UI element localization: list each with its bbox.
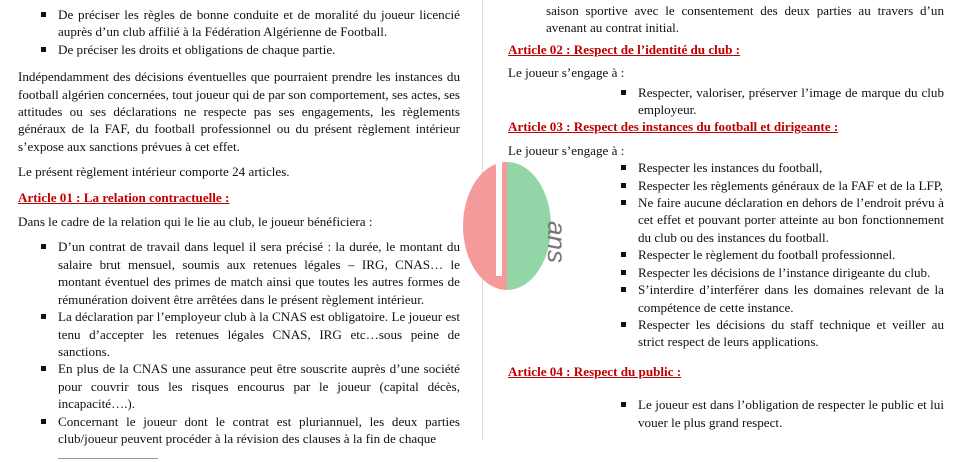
- list-item: De préciser les droits et obligations de chaque partie.: [38, 41, 460, 58]
- list-item: D’un contrat de travail dans lequel il sera précisé : la durée, le montant du salaire brut mensuel, soumis aux retenues légales – IRG, CNAS… le montant éventuel des primes de match ainsi que toutes les autres formes de rémunération doivent être arrêtées dans le présent règlement intérieur.: [38, 238, 460, 308]
- bullet-icon: [41, 47, 46, 52]
- list-item: Respecter, valoriser, préserver l’image de marque du club employeur.: [618, 84, 944, 119]
- list-item: Ne faire aucune déclaration en dehors de l’endroit prévu à cet effet et pouvant porter atteinte au bon fonctionnement du club ou des instances du football.: [618, 194, 944, 246]
- article-04-bullet-list: [618, 396, 944, 431]
- bullet-icon: [621, 252, 626, 257]
- watermark-text: ans: [542, 221, 572, 263]
- article-02-bullet-list: [618, 84, 944, 119]
- articles-count-paragraph: Le présent règlement intérieur comporte 24 articles.: [18, 164, 290, 180]
- bullet-icon: [621, 270, 626, 275]
- article-03-bullet-list: [618, 159, 944, 350]
- bullet-icon: [621, 402, 626, 407]
- left-column: [18, 0, 460, 447]
- intro-bullet-list: [38, 6, 460, 58]
- continuation-text: saison sportive avec le consentement des deux parties au travers d’un avenant au contrat initial.: [546, 3, 944, 36]
- article-03-heading: Article 03 : Respect des instances du football et dirigeante :: [508, 119, 839, 135]
- article-01-intro: Dans le cadre de la relation qui le lie au club, le joueur bénéficiera :: [18, 214, 373, 230]
- bullet-icon: [621, 322, 626, 327]
- list-item: Le joueur est dans l’obligation de respecter le public et lui vouer le plus grand respect.: [618, 396, 944, 431]
- article-04-heading: Article 04 : Respect du public :: [508, 363, 682, 379]
- article-01-heading: Article 01 : La relation contractuelle :: [18, 189, 230, 205]
- list-item: De préciser les règles de bonne conduite et de moralité du joueur licencié auprès d’un club affilié à la Fédération Algérienne de Football.: [38, 6, 460, 41]
- article-02-intro: Le joueur s’engage à :: [508, 65, 625, 81]
- bullet-icon: [41, 314, 46, 319]
- sanctions-paragraph: Indépendamment des décisions éventuelles que pourraient prendre les instances du football algérien concernées, tout joueur qui de par son comportement, ses actes, ses attitudes ou ses déclarations ne respecte pas ses engagements, les règlements généraux de la FAF, du football professionnel ou du présent règlement intérieur s’expose aux sanctions prévues à cet effet.: [18, 69, 460, 154]
- list-item: Respecter les décisions du staff technique et veiller au strict respect de leurs applications.: [618, 316, 944, 351]
- list-item: Respecter les décisions de l’instance dirigeante du club.: [618, 264, 944, 281]
- list-item: Concernant le joueur dont le contrat est pluriannuel, les deux parties club/joueur peuvent procéder à la révision des clauses à la fin de chaque: [38, 413, 460, 448]
- bullet-icon: [41, 366, 46, 371]
- watermark-bar: [496, 154, 502, 276]
- bullet-icon: [41, 244, 46, 249]
- bottom-rule: [58, 458, 158, 459]
- list-item: Respecter les instances du football,: [618, 159, 944, 176]
- right-column: [508, 0, 944, 431]
- bullet-icon: [41, 419, 46, 424]
- article-02-heading: Article 02 : Respect de l’identité du club :: [508, 41, 741, 57]
- article-01-bullet-list: [38, 238, 460, 447]
- list-item: La déclaration par l’employeur club à la CNAS est obligatoire. Le joueur est tenu d’accepter les retenues légales CNAS, IRG etc…sous peine de sanctions.: [38, 308, 460, 360]
- bullet-icon: [621, 165, 626, 170]
- list-item: Respecter le règlement du football professionnel.: [618, 246, 944, 263]
- bullet-icon: [621, 90, 626, 95]
- list-item: S’interdire d’interférer dans les domaines relevant de la compétence de cette instance.: [618, 281, 944, 316]
- bullet-icon: [621, 183, 626, 188]
- list-item: En plus de la CNAS une assurance peut être souscrite auprès d’une société pour couvrir tous les risques encourus par le joueur (capital décès, incapacité….).: [38, 360, 460, 412]
- article-03-intro: Le joueur s’engage à :: [508, 142, 625, 158]
- list-item: Respecter les règlements généraux de la FAF et de la LFP,: [618, 177, 944, 194]
- bullet-icon: [621, 200, 626, 205]
- bullet-icon: [621, 287, 626, 292]
- watermark-logo: [448, 150, 572, 300]
- bullet-icon: [41, 12, 46, 17]
